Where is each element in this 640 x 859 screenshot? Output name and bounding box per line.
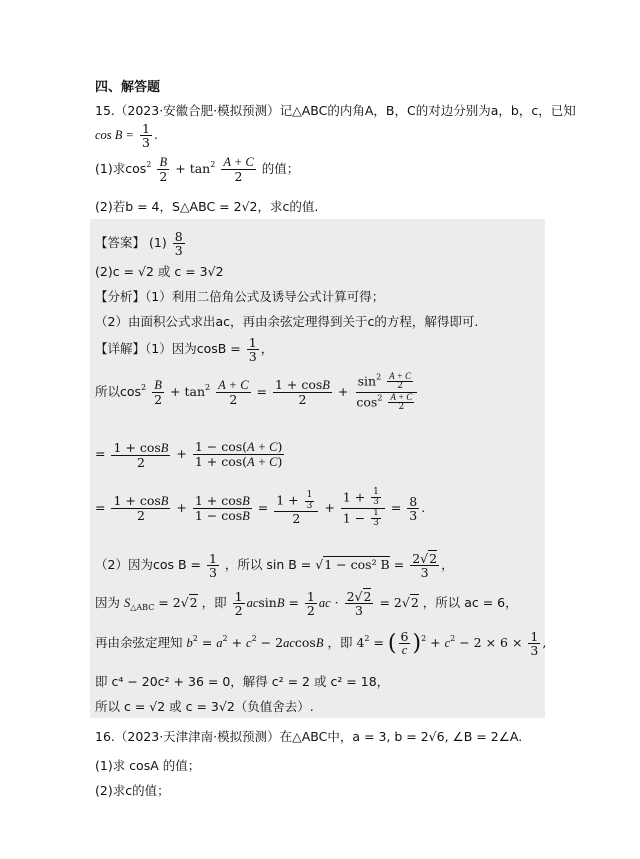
detail-intro-text: 【详解】（1）因为cosB = <box>95 341 241 357</box>
section-title: 四、解答题 <box>95 80 161 95</box>
given-den: 3 <box>141 135 150 151</box>
p2-tail: ， <box>441 557 454 573</box>
cos-law-intro: 再由余弦定理知 <box>95 635 183 651</box>
answer-num: 8 <box>174 229 183 244</box>
area-intro: 因为 <box>95 595 121 611</box>
part1-prefix: (1)求cos <box>95 161 147 177</box>
q16-header: 16.（2023·天津津南·模拟预测）在△ABC中，a = 3, b = 2√6, ∠B = 2∠A. <box>95 729 523 744</box>
detail-intro: 【详解】（1）因为cosB = $\frac{1}{3}$ ， <box>95 335 274 365</box>
analysis-line1: 【分析】（1）利用二倍角公式及诱导公式计算可得； <box>95 289 385 304</box>
cos-law-mid: ，即 <box>327 635 353 651</box>
detail-so: 所以cos <box>95 383 142 399</box>
q15-header: 15.（2023·安徽合肥·模拟预测）记△ABC的内角A，B，C的对边分别为a，b，c，已知 <box>95 103 576 118</box>
detail-equation: 即 c⁴ − 20c² + 36 = 0，解得 c² = 2 或 c² = 18， <box>95 674 390 689</box>
part1-suffix: 的值； <box>261 161 300 177</box>
q16-part2: (2)求c的值； <box>95 783 170 798</box>
given-num: 1 <box>141 121 150 136</box>
p2-mid: ，所以 sin B = <box>224 557 312 573</box>
answer-line1 <box>95 230 187 257</box>
answer-part2: (2)c = √2 或 c = 3√2 <box>95 264 224 279</box>
p2-sqrt: 1 − cos² B <box>324 557 390 573</box>
p2-eq: = <box>393 557 405 573</box>
answer-part1: (1) <box>149 235 167 251</box>
answer-tag: 【答案】 <box>95 235 146 251</box>
detail-conclusion: 所以 c = √2 或 c = 3√2（负值舍去）. <box>95 699 314 714</box>
answer-den: 3 <box>174 243 183 259</box>
given-prefix: cos B = <box>95 128 134 143</box>
detail-cos-law-line: 再由余弦定理知 $b^2 = a^2 + c^2 - 2accosB$ ，即 $4^2$ = ( $\frac{6}{c}$ )$^2 + c^2 - 2 \times 6$ × $\frac{1}{3}$ , <box>95 629 547 659</box>
detail-intro-tail: ， <box>260 341 274 357</box>
detail-step3: = $\frac{1 + \cos B}{2}$ + $\frac{1 + \cos B}{1 - \cos B}$ = 1 + $\frac{1}{3}$ 2 + 1 + $\frac{1}{3}$ 1 − $\frac{1}{3}$ = $\frac{8}{3}$ . <box>95 487 426 529</box>
q16-part1: (1)求 cosA 的值； <box>95 758 201 773</box>
p2-intro: （2）因为cos B = <box>95 557 201 573</box>
area-mid: ，即 <box>201 595 227 611</box>
detail-step2: = $\frac{1 + \cos B}{2}$ + $\frac{1 - \cos(A + C)}{1 + \cos(A + C)}$ <box>95 439 283 470</box>
q15-part2: (2)若b = 4，S△ABC = 2√2，求c的值. <box>95 199 319 214</box>
detail-so-line: 所以$\cos^2$ $\frac{B}{2}$ + $\tan^2$ $\frac{A + C}{2}$ = $\frac{1 + \cos B}{2}$ + $\sin^2$ $\frac{A + C}{2}$ $\cos^2$ $\frac{A + C}{2}$ <box>95 372 420 413</box>
q15-part1: (1)求$\cos^2$ $\frac{B}{2}$ + $\tan^2$ $\frac{A + C}{2}$ 的值； <box>95 155 300 185</box>
area-tail: ，所以 ac = 6， <box>422 595 518 611</box>
detail-p2-line: （2）因为cos B = $\frac{1}{3}$ ，所以 sin B = √1 − cos² B = $\frac{2√2}{3}$ ， <box>95 551 454 581</box>
q15-given: cos B = $\frac{1}{3}$ . <box>95 121 158 151</box>
analysis-line2: （2）由面积公式求出ac，再由余弦定理得到关于c的方程，解得即可. <box>95 314 479 329</box>
detail-area-line: 因为 $S_{\triangle ABC} = 2√2$ ，即 $\frac{1}{2}$ acsinB = $\frac{1}{2}$ ac · $\frac{2√2}{3}$ = 2√2 ，所以 ac = 6， <box>95 589 518 619</box>
